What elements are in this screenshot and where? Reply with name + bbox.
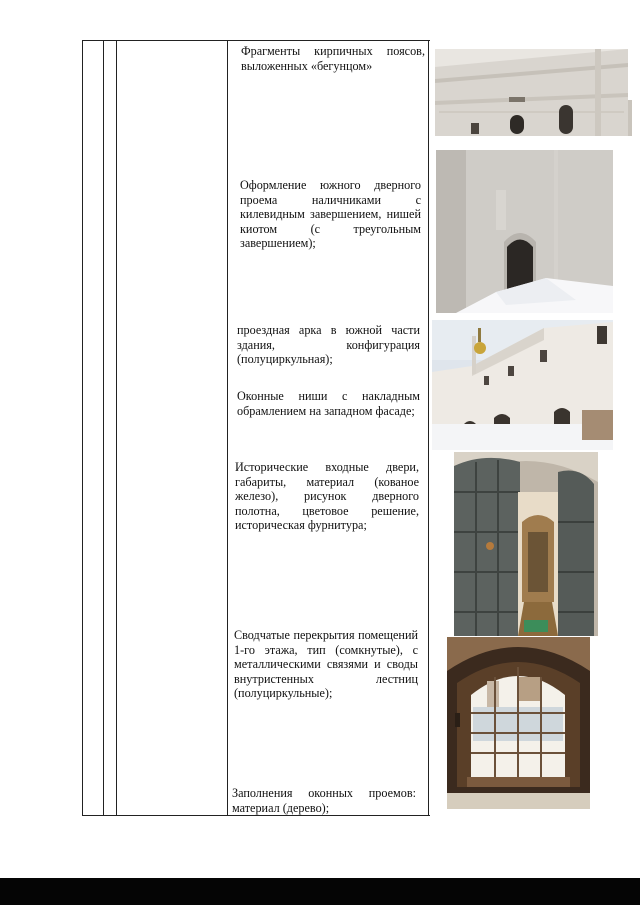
item-text: Сводчатые перекрытия помещений 1-го этажа, тип (сомкнутые), с металлическими связями и своды внутристенных лестниц (полуциркульные);	[234, 628, 418, 701]
item-window-niches	[237, 389, 420, 418]
table-divider-2	[116, 40, 117, 816]
scan-bottom-border	[0, 878, 640, 905]
item-text: Фрагменты кирпичных поясов, выложенных «бегунцом»	[241, 44, 425, 73]
arched-wooden-window-photo	[447, 637, 590, 809]
table-divider-3	[227, 40, 228, 816]
item-text: Оформление южного дверного проема наличниками с килевидным завершением, нишей киотом (с треугольным завершением);	[240, 178, 421, 251]
south-door-niche-photo	[436, 150, 613, 313]
iron-entrance-door-photo	[454, 452, 598, 636]
item-brick-belts	[241, 44, 425, 73]
item-text: проездная арка в южной части здания, конфигурация (полуциркульная);	[237, 323, 420, 367]
table-divider-4	[428, 40, 429, 816]
item-text: Заполнения оконных проемов: материал (дерево);	[232, 786, 416, 815]
item-entrance-doors	[235, 460, 419, 533]
west-facade-windows-photo	[432, 320, 613, 450]
facade-brick-belts-photo	[435, 49, 628, 136]
scan-edge-sliver	[628, 100, 632, 136]
table-divider-1	[103, 40, 104, 816]
item-drive-arch	[237, 323, 420, 367]
table-border-left	[82, 40, 83, 816]
table-border-top	[82, 40, 430, 41]
item-vaulted-ceilings	[234, 628, 418, 701]
item-text: Оконные ниши с накладным обрамлением на западном фасаде;	[237, 389, 420, 418]
item-text: Исторические входные двери, габариты, материал (кованое железо), рисунок дверного полотна, цветовое решение, историческая фурнитура;	[235, 460, 419, 533]
item-window-fillings	[232, 786, 416, 815]
item-south-door	[240, 178, 421, 251]
